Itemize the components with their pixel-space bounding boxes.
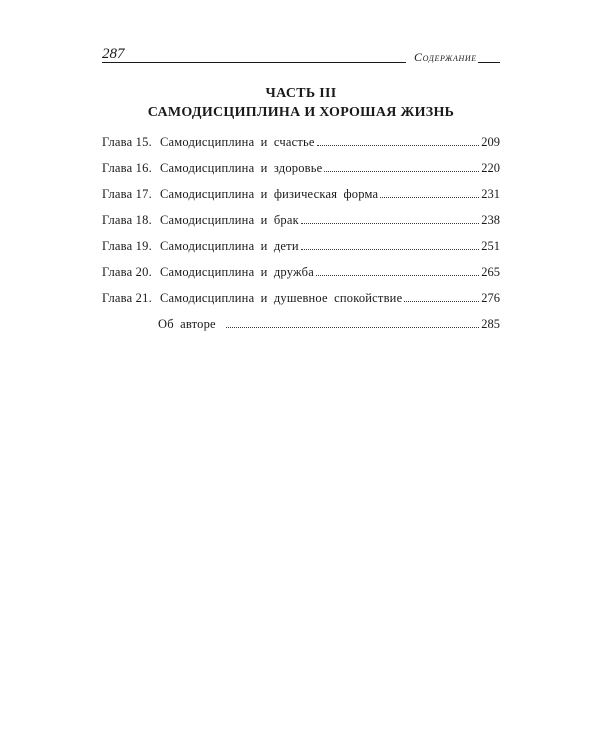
toc-page-number: 276 <box>481 291 500 305</box>
header-rule <box>102 62 406 63</box>
toc-page-number: 220 <box>481 161 500 175</box>
toc-chapter-title: Самодисциплина и физическая форма <box>160 187 379 201</box>
toc-chapter-number: Глава 15. <box>102 135 152 149</box>
toc-dot-leader <box>404 301 479 302</box>
toc-entry[interactable] <box>102 202 500 228</box>
toc-chapter-number: Глава 16. <box>102 161 152 175</box>
part-heading <box>102 84 500 122</box>
toc-chapter-title: Самодисциплина и дети <box>160 239 299 253</box>
toc-chapter-title: Самодисциплина и дружба <box>160 265 314 279</box>
toc-entry[interactable] <box>102 228 500 254</box>
toc-page-number: 209 <box>481 135 500 149</box>
toc-chapter-title: Самодисциплина и счастье <box>160 135 315 149</box>
table-of-contents <box>102 124 500 332</box>
toc-dot-leader <box>301 223 479 224</box>
toc-page-number: 285 <box>481 317 500 331</box>
toc-dot-leader <box>324 171 479 172</box>
part-label: ЧАСТЬ III <box>265 86 337 101</box>
toc-page-number: 231 <box>481 187 500 201</box>
toc-chapter-number: Глава 17. <box>102 187 152 201</box>
toc-chapter-number: Глава 20. <box>102 265 152 279</box>
toc-chapter-number: Глава 21. <box>102 291 152 305</box>
page-number: 287 <box>102 46 125 62</box>
toc-page-number: 265 <box>481 265 500 279</box>
toc-entry[interactable] <box>102 254 500 280</box>
toc-dot-leader <box>316 275 479 276</box>
toc-dot-leader <box>301 249 479 250</box>
part-title: САМОДИСЦИПЛИНА И ХОРОШАЯ ЖИЗНЬ <box>147 105 455 120</box>
toc-chapter-number: Глава 19. <box>102 239 152 253</box>
toc-entry[interactable] <box>102 124 500 150</box>
running-header <box>102 46 500 64</box>
toc-entry[interactable] <box>102 150 500 176</box>
toc-entry-about-author[interactable] <box>102 306 500 332</box>
toc-entry[interactable] <box>102 280 500 306</box>
toc-dot-leader <box>380 197 479 198</box>
toc-entry[interactable] <box>102 176 500 202</box>
toc-entry-title: Об авторе <box>158 317 216 331</box>
toc-page-number: 238 <box>481 213 500 227</box>
toc-chapter-title: Самодисциплина и брак <box>160 213 299 227</box>
toc-page-number: 251 <box>481 239 500 253</box>
toc-chapter-title: Самодисциплина и здоровье <box>160 161 323 175</box>
toc-dot-leader <box>226 327 479 328</box>
toc-dot-leader <box>317 145 479 146</box>
toc-chapter-number: Глава 18. <box>102 213 152 227</box>
header-rule-tail <box>478 62 500 63</box>
toc-chapter-title: Самодисциплина и душевное спокойствие <box>160 291 403 305</box>
running-section-title: Содержание <box>414 50 477 64</box>
